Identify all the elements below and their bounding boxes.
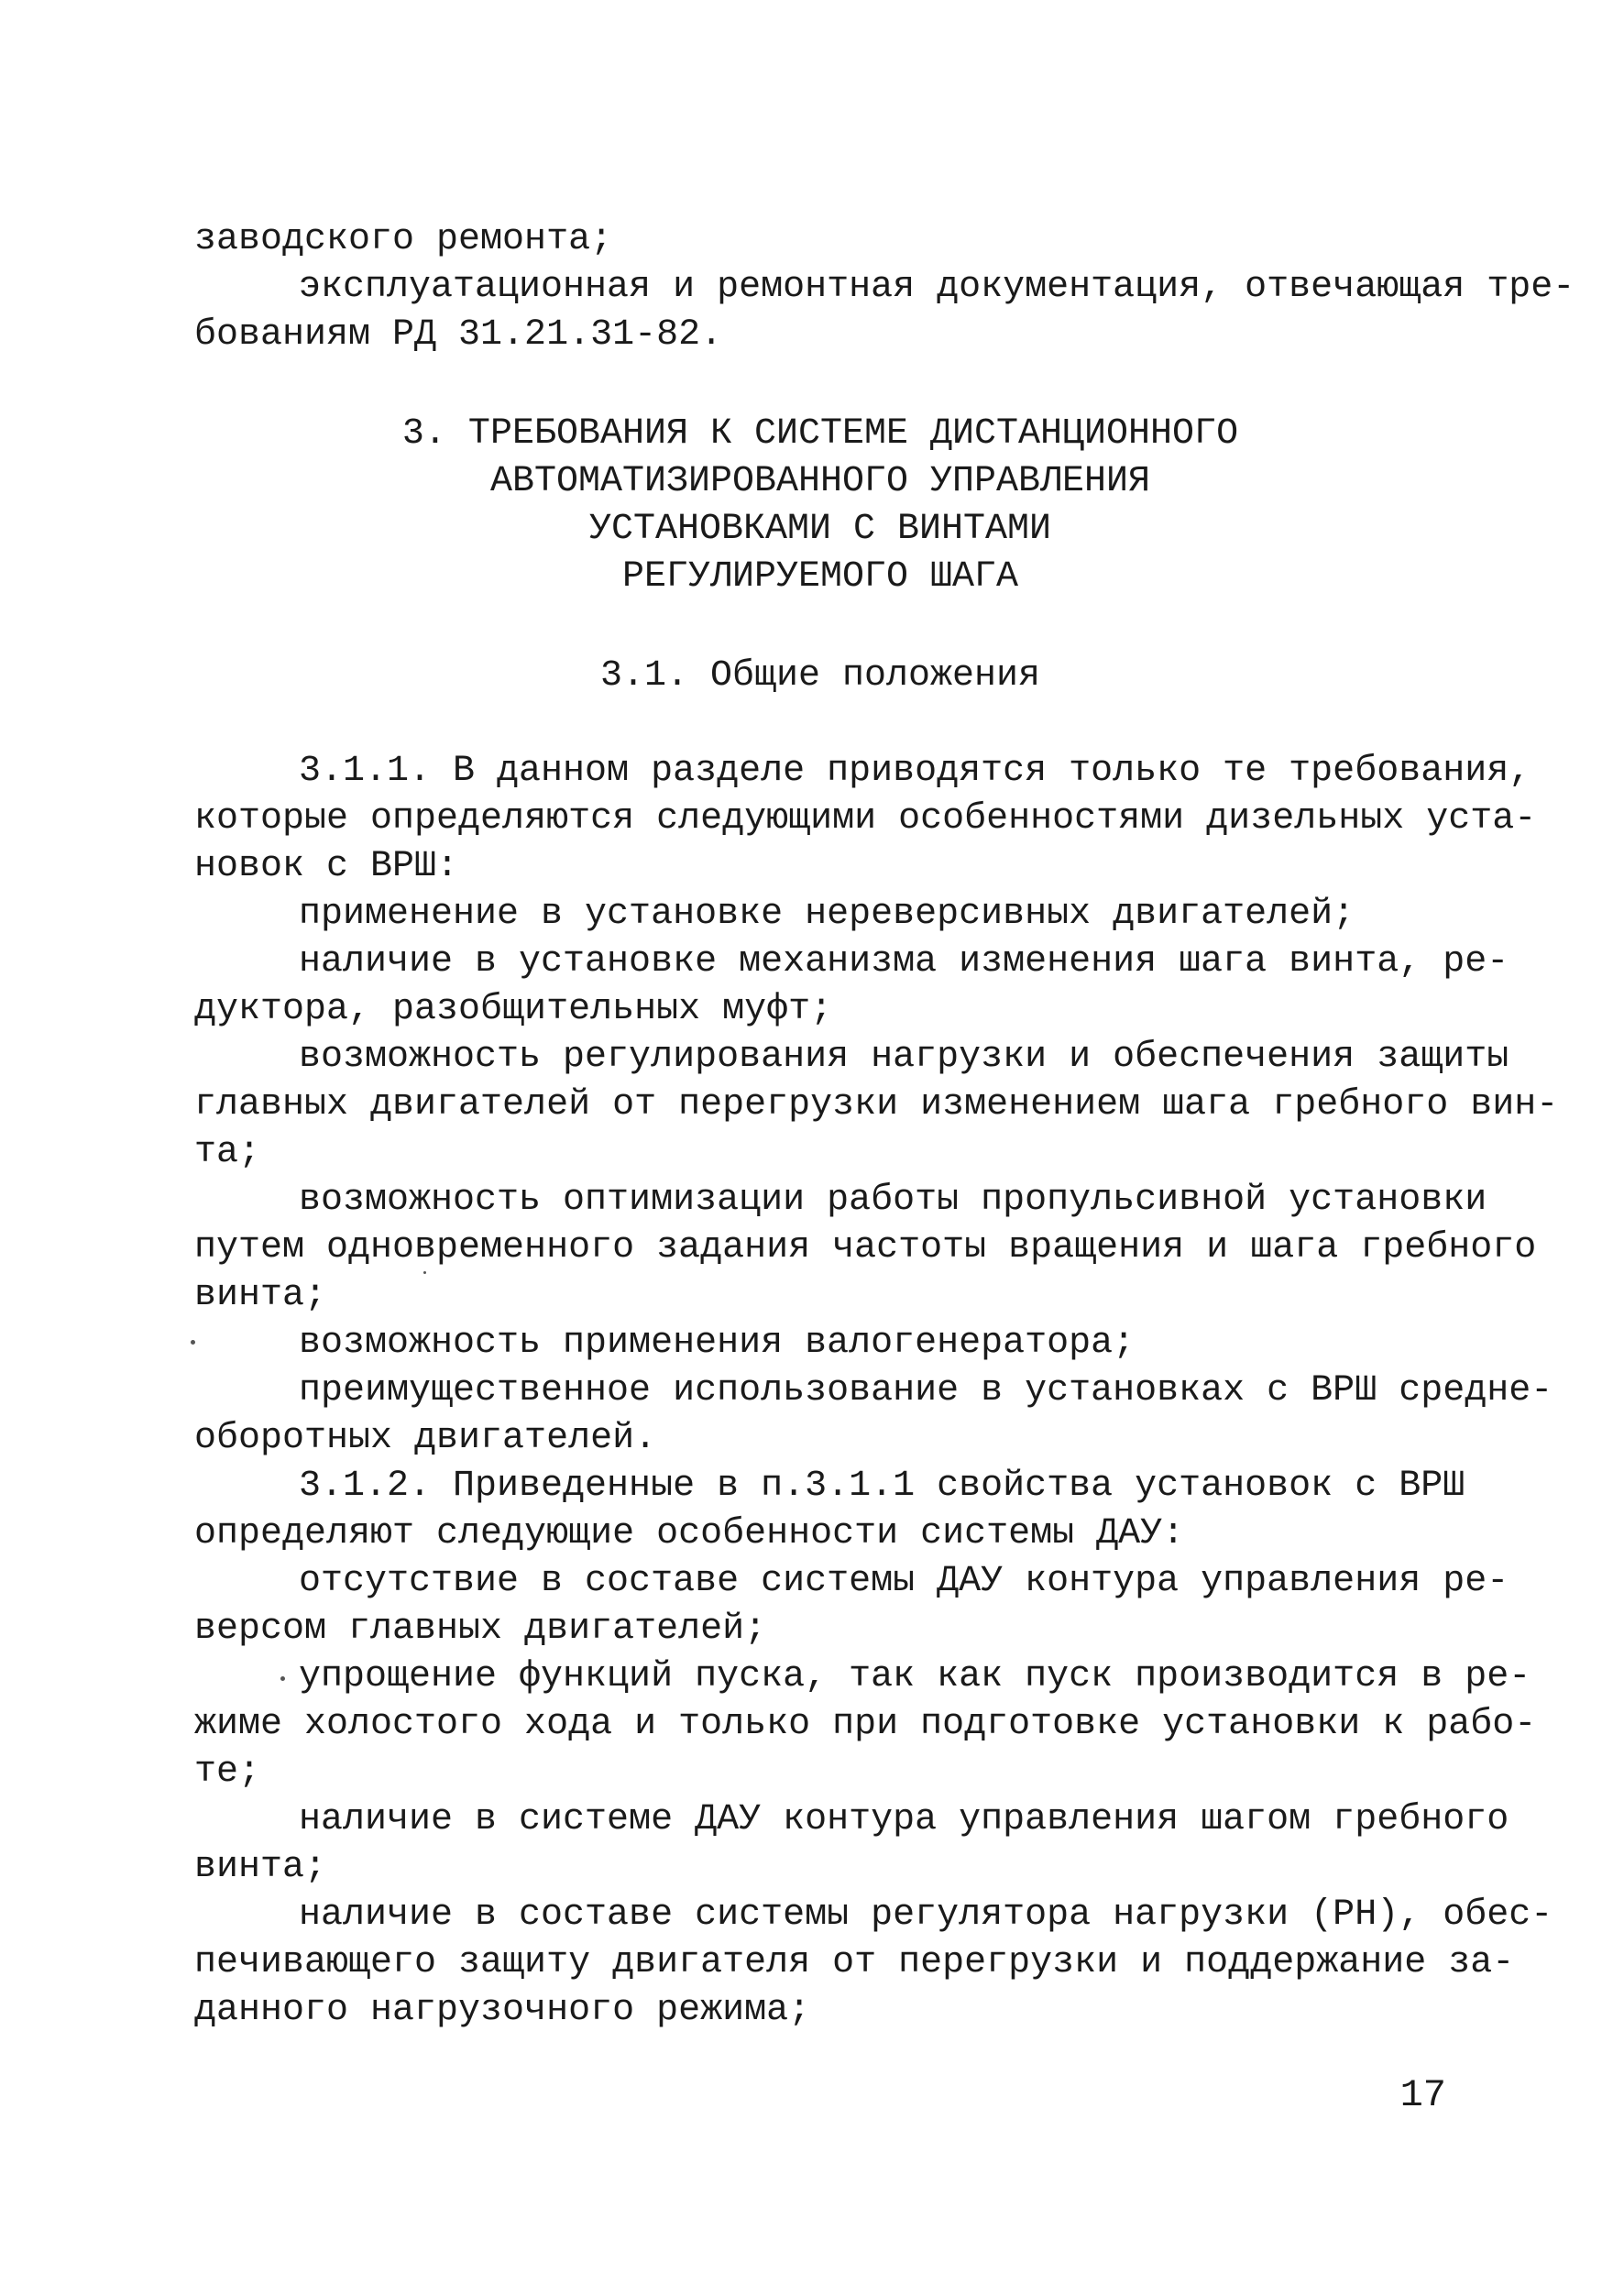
para-3-1-1-line-1: 3.1.1. В данном разделе приводятся только те требования, <box>299 751 1531 792</box>
section-title-line-3: УСТАНОВКАМИ С ВИНТАМИ <box>588 509 1052 550</box>
page-number: 17 <box>1399 2073 1446 2117</box>
feature-6-line-2: оборотных двигателей. <box>194 1418 657 1459</box>
para-3-1-2-line-2: определяют следующие особенности системы ДАУ: <box>194 1513 1185 1554</box>
para-3-1-1-line-2: которые определяются следующими особенностями дизельных уста- <box>194 798 1537 840</box>
section-title-line-2: АВТОМАТИЗИРОВАННОГО УПРАВЛЕНИЯ <box>489 461 1151 502</box>
para-3-1-2-line-1: 3.1.2. Приведенные в п.3.1.1 свойства установок с ВРШ <box>299 1466 1465 1507</box>
feature-3-line-1: возможность регулирования нагрузки и обеспечения защиты <box>299 1037 1509 1078</box>
dau-feature-4-line-2: печивающего защиту двигателя от перегрузки и поддержание за- <box>194 1942 1515 1983</box>
feature-4-line-3: винта; <box>194 1275 327 1316</box>
subsection-title: 3.1. Общие положения <box>599 655 1041 697</box>
feature-3-line-3: та; <box>194 1132 261 1173</box>
section-title-line-4: РЕГУЛИРУЕМОГО ШАГА <box>621 556 1019 598</box>
feature-6-line-1: преимущественное использование в установках с ВРШ средне- <box>299 1370 1553 1411</box>
dau-feature-1-line-1: отсутствие в составе системы ДАУ контура управления ре- <box>299 1561 1509 1602</box>
section-title-line-1: 3. ТРЕБОВАНИЯ К СИСТЕМЕ ДИСТАНЦИОННОГО <box>401 413 1239 455</box>
continuation-line-2: эксплуатационная и ремонтная документация, отвечающая тре- <box>299 267 1575 308</box>
dau-feature-2-line-2: жиме холостого хода и только при подготовке установки к рабо- <box>194 1704 1537 1745</box>
scan-speck <box>191 1340 195 1345</box>
feature-2-line-2: дуктора, разобщительных муфт; <box>194 989 833 1030</box>
dau-feature-4-line-3: данного нагрузочного режима; <box>194 1990 811 2031</box>
dau-feature-2-line-3: те; <box>194 1751 261 1793</box>
feature-3-line-2: главных двигателей от перегрузки изменением шага гребного вин- <box>194 1084 1559 1126</box>
dau-feature-3-line-2: винта; <box>194 1847 327 1888</box>
para-3-1-1-line-3: новок с ВРШ: <box>194 846 459 887</box>
continuation-line-1: заводского ремонта; <box>194 219 613 260</box>
dau-feature-1-line-2: версом главных двигателей; <box>194 1609 767 1650</box>
dau-feature-2-line-1: упрощение функций пуска, так как пуск производится в ре- <box>299 1656 1531 1697</box>
feature-4-line-2: путем одновременного задания частоты вращения и шага гребного <box>194 1227 1537 1268</box>
feature-2-line-1: наличие в установке механизма изменения шага винта, ре- <box>299 941 1509 983</box>
scan-speck <box>280 1676 285 1681</box>
dau-feature-4-line-1: наличие в составе системы регулятора нагрузки (РН), обес- <box>299 1894 1553 1936</box>
feature-1: применение в установке нереверсивных двигателей; <box>299 894 1355 935</box>
dau-feature-3-line-1: наличие в системе ДАУ контура управления шагом гребного <box>299 1799 1509 1840</box>
continuation-line-3: бованиям РД 31.21.31-82. <box>194 314 723 356</box>
feature-4-line-1: возможность оптимизации работы пропульсивной установки <box>299 1180 1487 1221</box>
scan-speck <box>423 1271 426 1274</box>
feature-5: возможность применения валогенератора; <box>299 1323 1136 1364</box>
